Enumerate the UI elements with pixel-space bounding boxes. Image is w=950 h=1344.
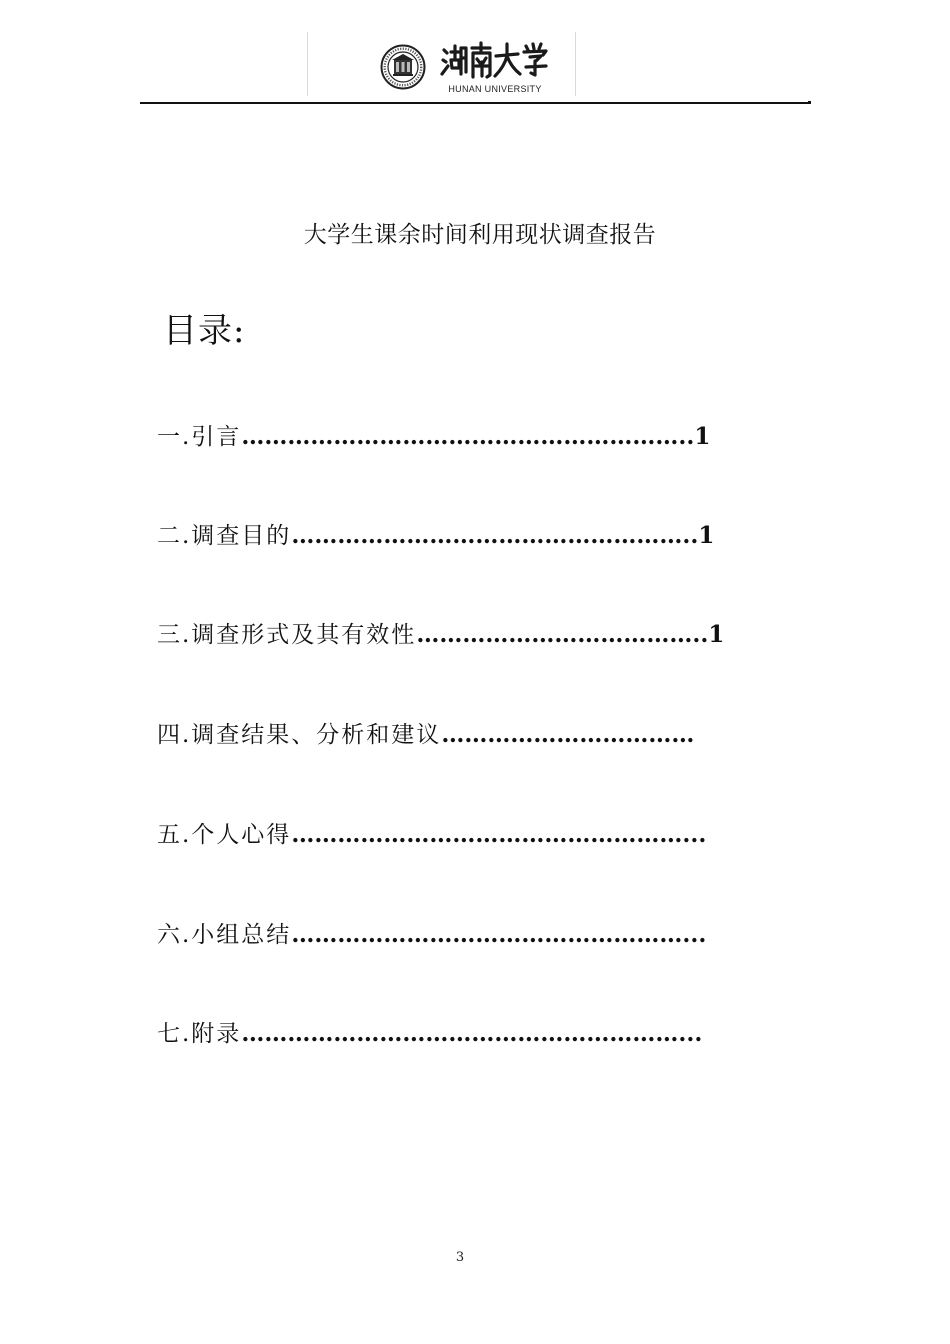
header-divider-right [575,32,576,96]
toc-entry-leader: ……………………………………………... [291,821,707,848]
toc-entry [157,816,777,850]
toc-entry [157,1015,777,1049]
toc-entry [157,418,777,452]
toc-entry-leader: …………………………………………….. [291,522,699,549]
toc-entry-label: 四.调查结果、分析和建议 [157,722,442,748]
toc-entry-label: 一.引言 [157,424,242,450]
toc-entry-label: 三.调查形式及其有效性 [157,622,417,648]
toc-entry-label: 六.小组总结 [157,922,292,948]
toc-entry-leader: …………………………… [441,721,695,748]
toc-entry-page: 1 [698,522,715,549]
toc-heading: 目录: [163,311,246,351]
header-rule [140,102,808,104]
toc-entry [157,916,777,950]
university-logo-calligraphy [440,40,550,84]
header-rule-tick [808,101,811,104]
toc-entry-page: 1 [708,621,725,648]
header-divider-left [307,32,308,96]
university-seal-icon [380,44,426,90]
toc-entry-leader: ………………………………………………….. [241,423,695,450]
page-header [0,0,950,110]
toc-entry [157,716,777,750]
toc-entry-label: 二.调查目的 [157,523,292,549]
university-logo-subtitle: HUNAN UNIVERSITY [448,84,542,94]
page-number: 3 [455,1250,465,1265]
toc-entry-leader: ……………………………….. [416,621,709,648]
toc-entry [157,616,777,650]
toc-entry-label: 五.个人心得 [157,822,292,848]
toc-entry-label: 七.附录 [157,1021,242,1047]
toc-entry [157,517,777,551]
toc-entry-page: 1 [694,423,711,450]
toc-entry-leader: …………………………………………………... [241,1020,703,1047]
toc-entry-leader: ……………………………………………... [291,921,707,948]
document-title: 大学生课余时间利用现状调查报告 [303,222,657,248]
